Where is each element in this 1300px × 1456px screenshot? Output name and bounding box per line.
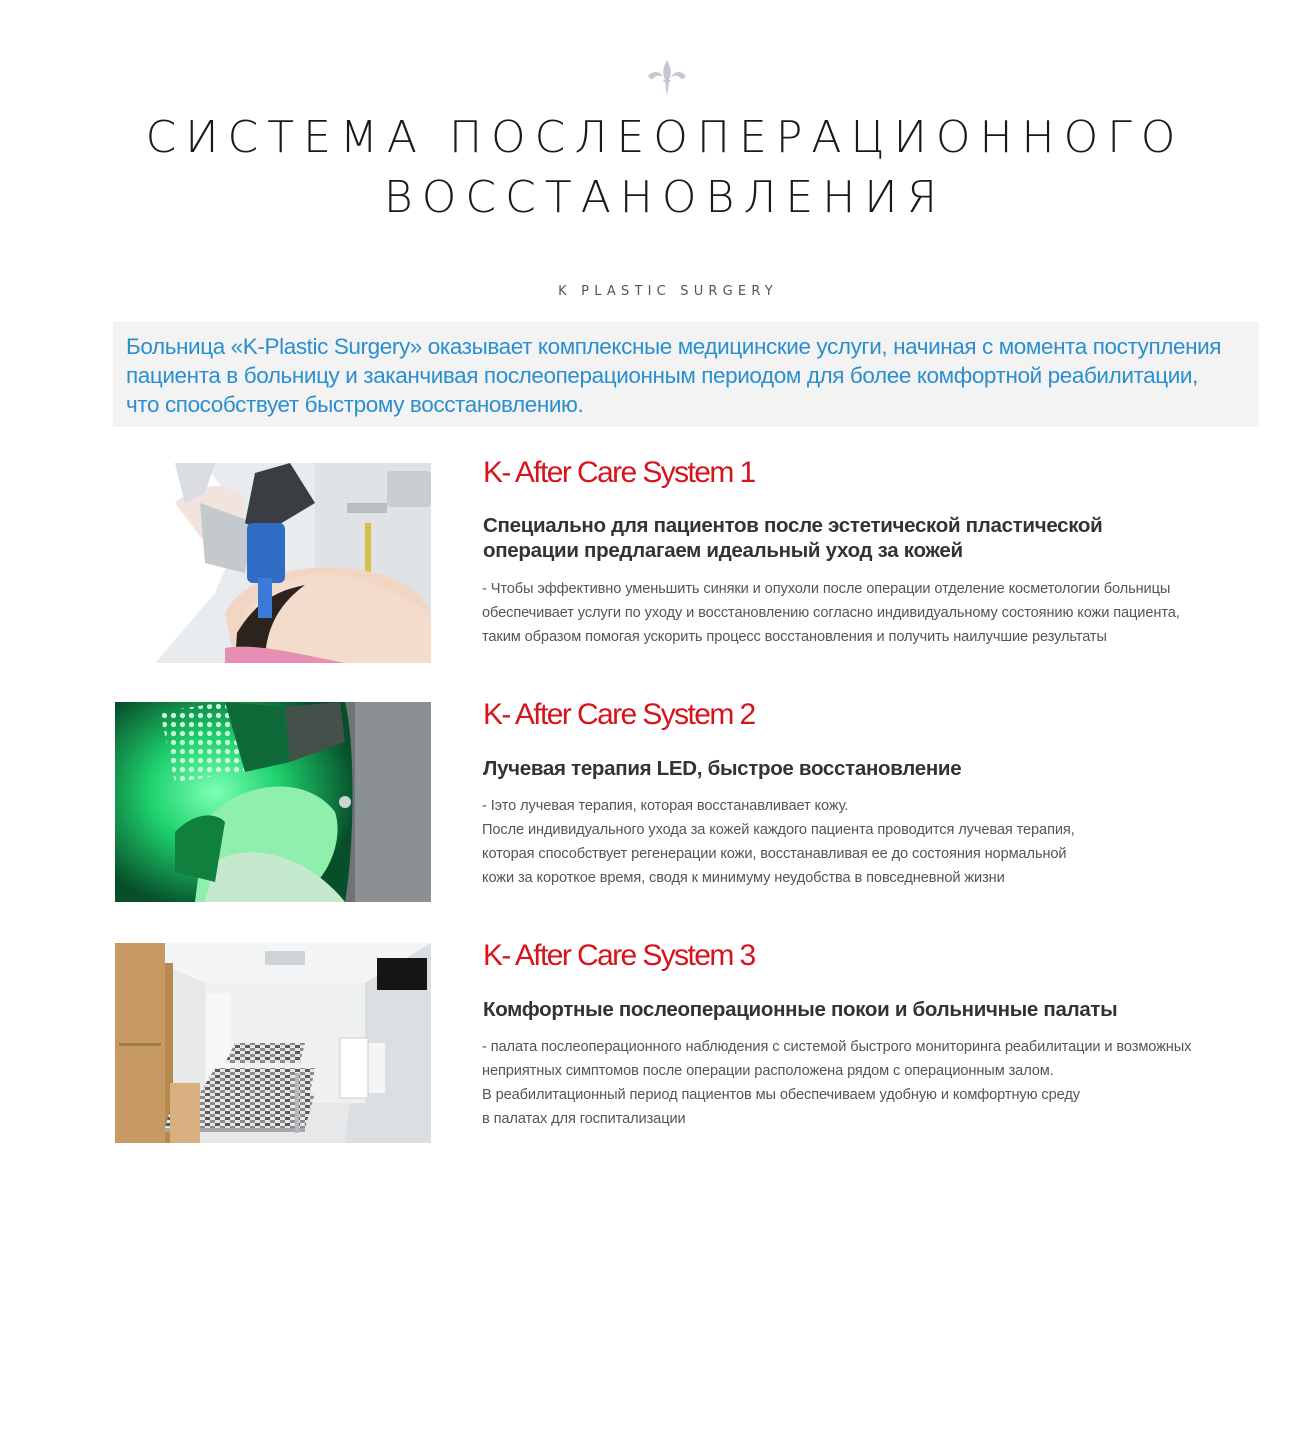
intro-line-3: что способствует быстрому восстановлению. <box>126 392 584 417</box>
fleur-de-lis-icon <box>648 60 686 96</box>
intro-box <box>113 322 1259 427</box>
section-1-body-line-2: обеспечивает услуги по уходу и восстановлению согласно индивидуальному состоянию кожи пациента, <box>482 605 1180 621</box>
section-3-body <box>482 1035 1191 1131</box>
section-1-heading-line-1: Специально для пациентов после эстетической пластической <box>483 514 1103 537</box>
section-2-body-line-1: - Іэто лучевая терапия, которая восстанавливает кожу. <box>482 798 849 814</box>
skin-care-photo <box>115 463 431 663</box>
section-1-body-line-1: - Чтобы эффективно уменьшить синяки и опухоли после операции отделение косметологии больницы <box>482 581 1171 597</box>
led-therapy-photo <box>115 702 431 902</box>
section-2-heading-line-1: Лучевая терапия LED, быстрое восстановление <box>483 757 962 780</box>
section-3-body-line-1: - палата послеоперационного наблюдения с системой быстрого мониторинга реабилитации и возможных <box>482 1039 1192 1055</box>
section-2-body <box>482 794 1075 890</box>
intro-line-1: Больница «K-Plastic Surgery» оказывает комплексные медицинские услуги, начиная с момента поступления <box>126 334 1222 359</box>
page-title-line-2: ВОССТАНОВЛЕНИЯ <box>383 172 947 223</box>
section-3-body-line-4: в палатах для госпитализации <box>482 1111 686 1127</box>
page-title-line-1: СИСТЕМА ПОСЛЕОПЕРАЦИОННОГО <box>145 112 1185 163</box>
after-care-section-3 <box>115 939 1285 1143</box>
section-2-body-line-3: которая способствует регенерации кожи, восстанавливая ее до состояния нормальной <box>482 846 1067 862</box>
section-3-body-line-3: В реабилитационный период пациентов мы обеспечиваем удобную и комфортную среду <box>482 1087 1080 1103</box>
intro-line-2: пациента в больницу и заканчивая послеоперационным периодом для более комфортной реабилитации, <box>126 363 1198 388</box>
section-2-body-line-2: После индивидуального ухода за кожей каждого пациента проводится лучевая терапия, <box>482 822 1075 838</box>
section-1-body-line-3: таким образом помогая ускорить процесс восстановления и получить наилучшие результаты <box>482 629 1107 645</box>
section-1-body <box>482 577 1180 649</box>
section-3-body-line-2: неприятных симптомов после операции расположена рядом с операционным залом. <box>482 1063 1054 1079</box>
section-1-heading-line-2: операции предлагаем идеальный уход за кожей <box>483 539 963 562</box>
section-3-heading <box>483 997 1117 1022</box>
section-2-body-line-4: кожи за короткое время, сводя к минимуму неудобства в повседневной жизни <box>482 870 1005 886</box>
page-subtitle: K PLASTIC SURGERY <box>558 284 778 299</box>
hospital-ward-photo <box>115 943 431 1143</box>
section-2-title: K- After Care System 2 <box>483 698 755 731</box>
after-care-section-2 <box>115 698 1285 902</box>
after-care-section-1 <box>115 456 1285 663</box>
section-3-title: K- After Care System 3 <box>483 939 755 972</box>
section-2-heading <box>483 756 961 781</box>
page-title <box>0 108 1300 228</box>
section-1-title: K- After Care System 1 <box>483 456 755 489</box>
section-1-heading <box>483 513 1102 563</box>
section-3-heading-line-1: Комфортные послеоперационные покои и больничные палаты <box>483 998 1118 1021</box>
